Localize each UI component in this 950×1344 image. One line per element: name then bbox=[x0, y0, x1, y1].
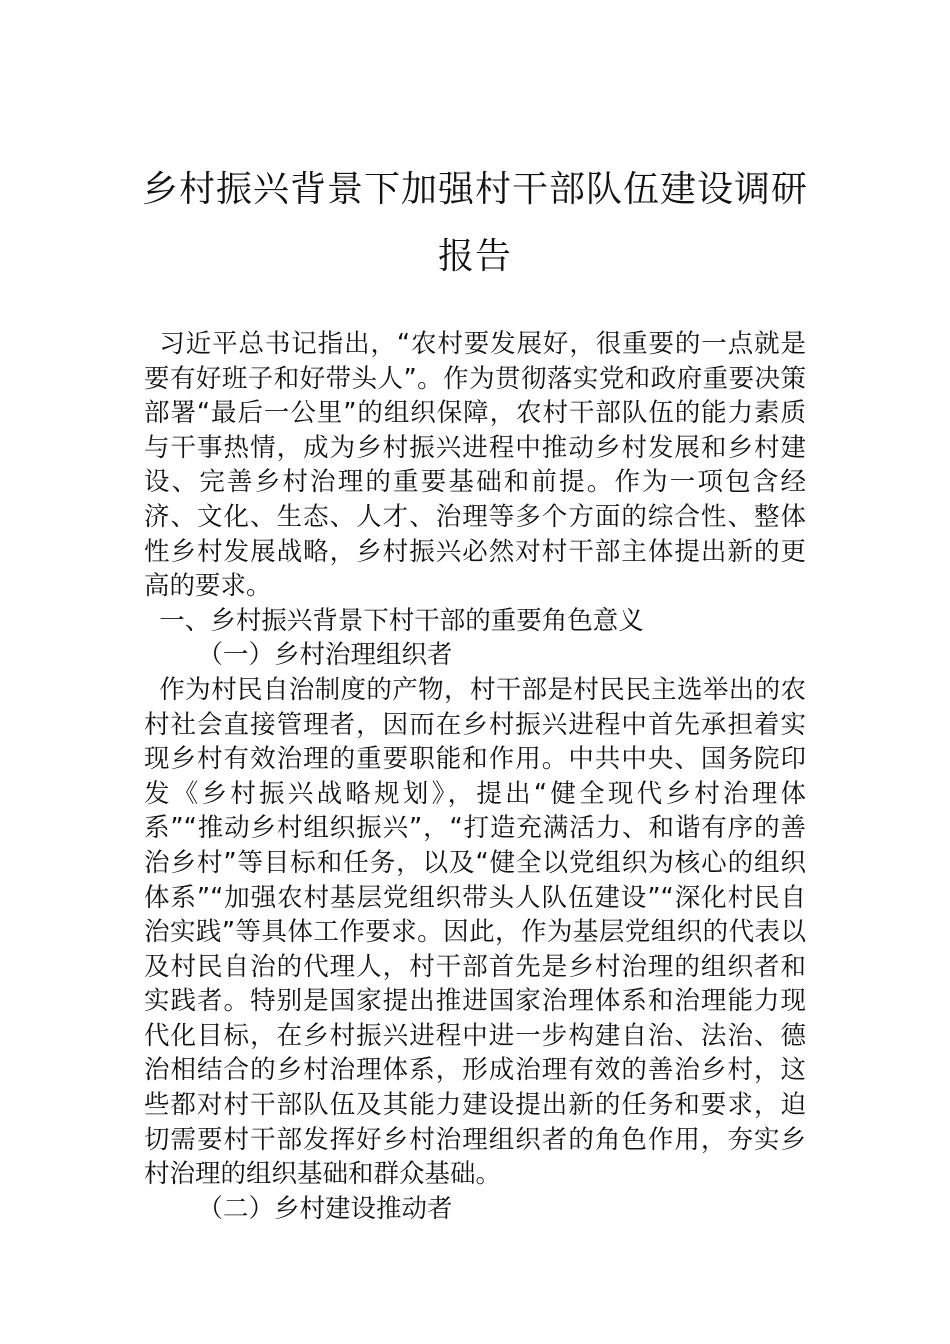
document-body bbox=[144, 327, 806, 1226]
subsection-heading-1: （一）乡村治理组织者 bbox=[197, 640, 453, 671]
subsection-1-paragraph: 作为村民自治制度的产物，村干部是村民民主选举出的农村社会直接管理者，因而在乡村振兴进程中首先承担着实现乡村有效治理的重要职能和作用。中共中央、国务院印发《乡村振兴战略规划》，提出“健全现代乡村治理体系”“推动乡村组织振兴”，“打造充满活力、和谐有序的善治乡村”等目标和任务，以及“健全以党组织为核心的组织体系”“加强农村基层党组织带头人队伍建设”“深化村民自治实践”等具体工作要求。因此，作为基层党组织的代表以及村民自治的代理人，村干部首先是乡村治理的组织者和实践者。特别是国家提出推进国家治理体系和治理能力现代化目标，在乡村振兴进程中进一步构建自治、法治、德治相结合的乡村治理体系，形成治理有效的善治乡村，这些都对村干部队伍及其能力建设提出新的任务和要求，迫切需要村干部发挥好乡村治理组织者的角色作用，夯实乡村治理的组织基础和群众基础。 bbox=[144, 674, 806, 1190]
subsection-heading-2: （二）乡村建设推动者 bbox=[197, 1193, 453, 1224]
document-title-line1: 乡村振兴背景下加强村干部队伍建设调研 bbox=[141, 169, 808, 210]
section-heading-1: 一、乡村振兴背景下村干部的重要角色意义 bbox=[159, 605, 644, 636]
intro-paragraph: 习近平总书记指出，“农村要发展好，很重要的一点就是要有好班子和好带头人”。作为贯彻落实党和政府重要决策部署“最后一公里”的组织保障，农村干部队伍的能力素质与干事热情，成为乡村振兴进程中推动乡村发展和乡村建设、完善乡村治理的重要基础和前提。作为一项包含经济、文化、生态、人才、治理等多个方面的综合性、整体性乡村发展战略，乡村振兴必然对村干部主体提出新的更高的要求。 bbox=[144, 329, 806, 602]
document-title-line2: 报告 bbox=[437, 236, 512, 277]
